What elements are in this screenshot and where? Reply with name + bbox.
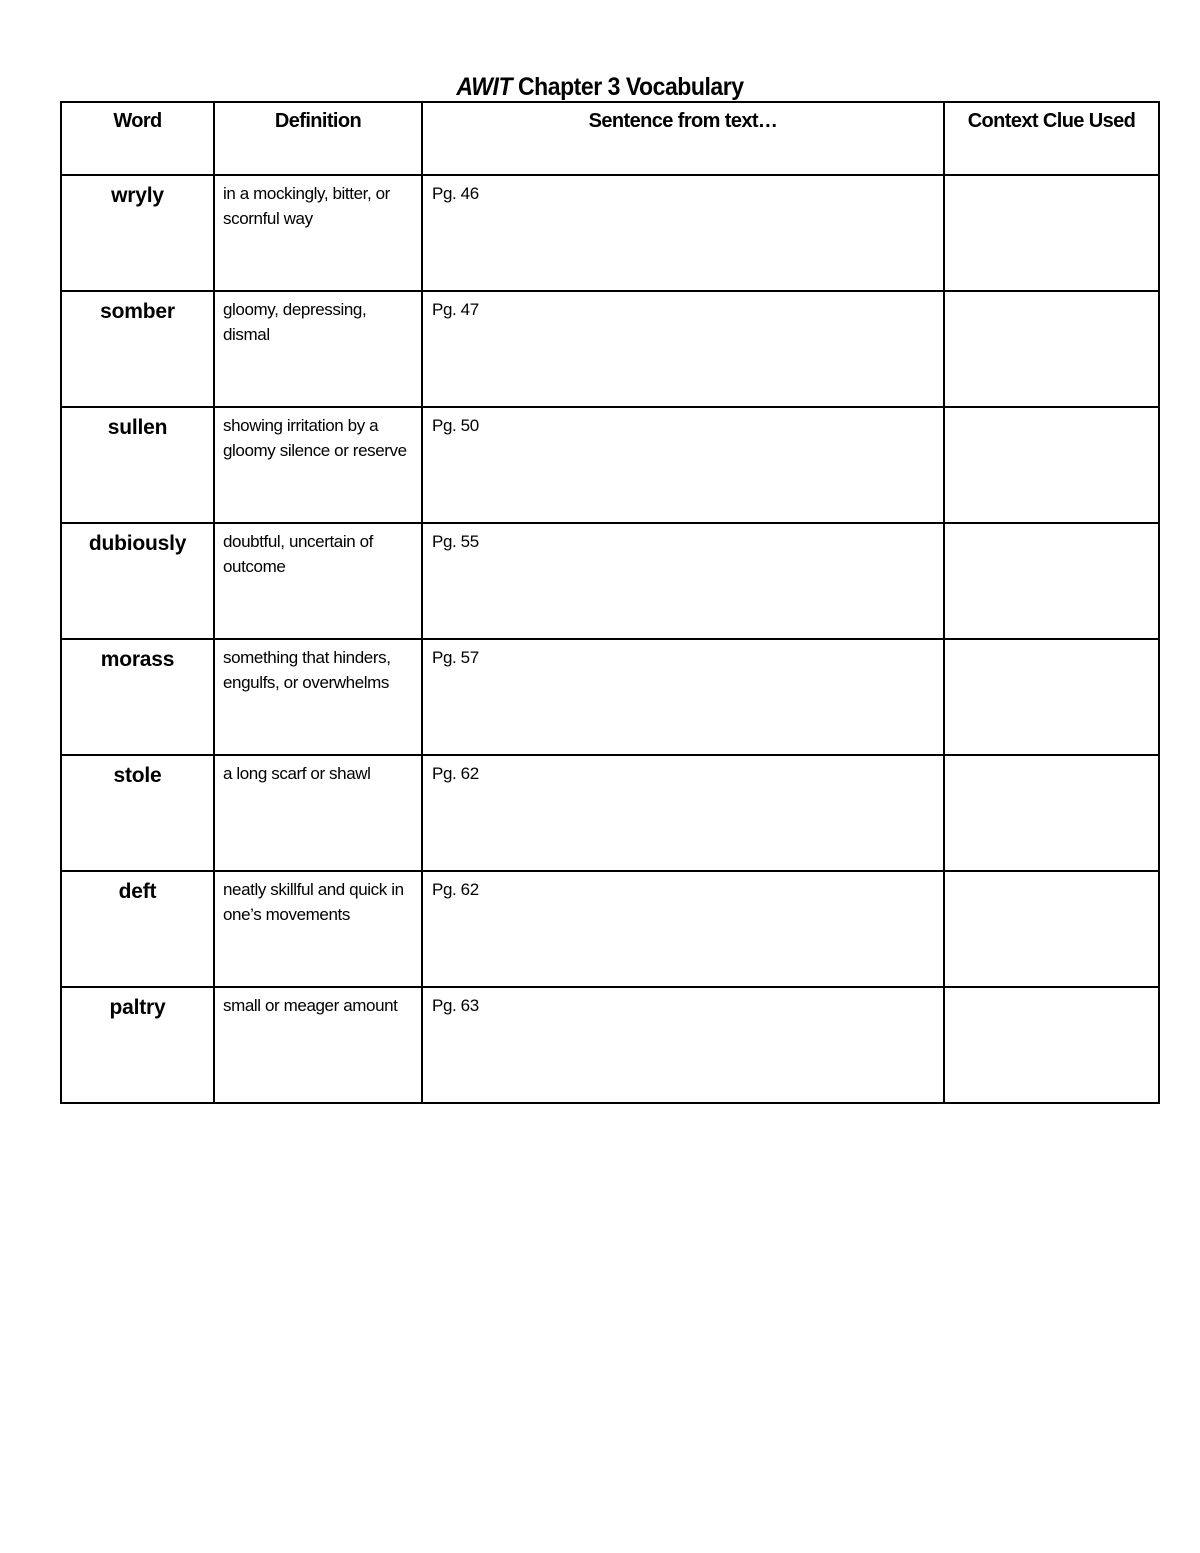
context-clue-cell[interactable] (944, 871, 1159, 987)
word-cell: deft (61, 871, 214, 987)
header-definition: Definition (214, 102, 422, 175)
definition-cell: gloomy, depressing, dismal (214, 291, 422, 407)
sentence-cell[interactable]: Pg. 63 (422, 987, 944, 1103)
table-row (61, 523, 1159, 639)
context-clue-cell[interactable] (944, 175, 1159, 291)
definition-cell: something that hinders, engulfs, or overwhelms (214, 639, 422, 755)
sentence-cell[interactable]: Pg. 62 (422, 871, 944, 987)
word-cell: dubiously (61, 523, 214, 639)
context-clue-cell[interactable] (944, 407, 1159, 523)
definition-cell: small or meager amount (214, 987, 422, 1103)
word-cell: morass (61, 639, 214, 755)
table-row (61, 291, 1159, 407)
sentence-cell[interactable]: Pg. 55 (422, 523, 944, 639)
word-cell: paltry (61, 987, 214, 1103)
context-clue-cell[interactable] (944, 755, 1159, 871)
sentence-cell[interactable]: Pg. 46 (422, 175, 944, 291)
table-row (61, 639, 1159, 755)
sentence-cell[interactable]: Pg. 62 (422, 755, 944, 871)
context-clue-cell[interactable] (944, 987, 1159, 1103)
header-context-clue: Context Clue Used (944, 102, 1159, 175)
table-row (61, 755, 1159, 871)
word-cell: stole (61, 755, 214, 871)
context-clue-cell[interactable] (944, 523, 1159, 639)
word-cell: somber (61, 291, 214, 407)
table-row (61, 871, 1159, 987)
table-row (61, 987, 1159, 1103)
definition-cell: a long scarf or shawl (214, 755, 422, 871)
word-cell: wryly (61, 175, 214, 291)
header-word: Word (61, 102, 214, 175)
definition-cell: doubtful, uncertain of outcome (214, 523, 422, 639)
definition-cell: neatly skillful and quick in one’s movements (214, 871, 422, 987)
word-cell: sullen (61, 407, 214, 523)
table-row (61, 175, 1159, 291)
definition-cell: in a mockingly, bitter, or scornful way (214, 175, 422, 291)
sentence-cell[interactable]: Pg. 57 (422, 639, 944, 755)
context-clue-cell[interactable] (944, 639, 1159, 755)
definition-cell: showing irritation by a gloomy silence or reserve (214, 407, 422, 523)
title-rest: Chapter 3 Vocabulary (512, 73, 744, 101)
context-clue-cell[interactable] (944, 291, 1159, 407)
vocabulary-table (60, 101, 1160, 1104)
title-italic-part: AWIT (456, 73, 513, 101)
sentence-cell[interactable]: Pg. 47 (422, 291, 944, 407)
header-sentence: Sentence from text… (422, 102, 944, 175)
page-title (48, 70, 1152, 104)
sentence-cell[interactable]: Pg. 50 (422, 407, 944, 523)
table-row (61, 407, 1159, 523)
header-row (61, 102, 1159, 175)
